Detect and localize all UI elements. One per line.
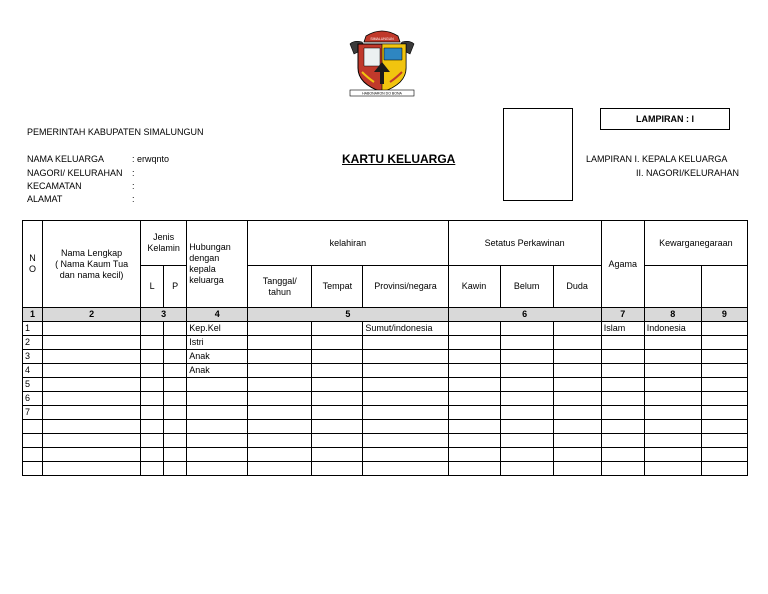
cell-agama: Islam: [601, 322, 644, 336]
cell-tempat: [312, 392, 363, 406]
column-number: 1: [23, 308, 43, 322]
cell-tempat: [312, 364, 363, 378]
cell-no: 3: [23, 350, 43, 364]
field-value-alamat: :: [132, 194, 135, 204]
family-members-table: [22, 220, 748, 476]
cell-no: [23, 448, 43, 462]
cell-tempat: [312, 322, 363, 336]
cell-tanggal: [248, 434, 312, 448]
cell-nama: [43, 336, 141, 350]
cell-hubungan: [187, 378, 248, 392]
header-tanggal: Tanggal/ tahun: [248, 266, 312, 308]
cell-duda: [553, 420, 601, 434]
cell-hubungan: Kep.Kel: [187, 322, 248, 336]
header-agama: Agama: [601, 221, 644, 308]
cell-p: [164, 364, 187, 378]
cell-tempat: [312, 462, 363, 476]
cell-warga1: [644, 364, 701, 378]
table-row: [23, 350, 748, 364]
cell-no: 7: [23, 406, 43, 420]
cell-p: [164, 420, 187, 434]
cell-tempat: [312, 350, 363, 364]
cell-warga2: [701, 322, 747, 336]
cell-agama: [601, 406, 644, 420]
cell-agama: [601, 448, 644, 462]
cell-warga2: [701, 462, 747, 476]
table-row: [23, 378, 748, 392]
cell-warga2: [701, 336, 747, 350]
cell-tanggal: [248, 462, 312, 476]
header-hubungan: Hubungan dengan kepala keluarga: [187, 221, 248, 308]
cell-l: [141, 462, 164, 476]
cell-tempat: [312, 406, 363, 420]
cell-duda: [553, 378, 601, 392]
cell-p: [164, 336, 187, 350]
cell-duda: [553, 322, 601, 336]
cell-kawin: [448, 378, 500, 392]
cell-warga2: [701, 406, 747, 420]
cell-hubungan: Istri: [187, 336, 248, 350]
cell-no: 6: [23, 392, 43, 406]
cell-kawin: [448, 420, 500, 434]
cell-provinsi: Sumut/indonesia: [363, 322, 448, 336]
cell-tempat: [312, 420, 363, 434]
cell-no: 4: [23, 364, 43, 378]
cell-kawin: [448, 336, 500, 350]
cell-l: [141, 350, 164, 364]
cell-hubungan: Anak: [187, 364, 248, 378]
cell-l: [141, 322, 164, 336]
table-row: [23, 434, 748, 448]
cell-nama: [43, 364, 141, 378]
cell-no: 5: [23, 378, 43, 392]
column-number: 7: [601, 308, 644, 322]
cell-no: [23, 420, 43, 434]
header-kewarganegaraan-sub-1: [644, 266, 701, 308]
cell-kawin: [448, 350, 500, 364]
header-jenis-kelamin: Jenis Kelamin: [141, 221, 187, 266]
cell-duda: [553, 392, 601, 406]
lampiran-line-1: LAMPIRAN I. KEPALA KELUARGA: [586, 154, 728, 164]
regency-emblem-logo: [344, 28, 420, 98]
cell-nama: [43, 462, 141, 476]
cell-hubungan: [187, 420, 248, 434]
cell-p: [164, 392, 187, 406]
cell-belum: [500, 350, 553, 364]
cell-tempat: [312, 448, 363, 462]
cell-l: [141, 378, 164, 392]
photo-box: [503, 108, 573, 201]
cell-tanggal: [248, 322, 312, 336]
cell-belum: [500, 378, 553, 392]
cell-provinsi: [363, 406, 448, 420]
cell-p: [164, 350, 187, 364]
cell-warga1: [644, 434, 701, 448]
svg-text:HABONARON DO BONA: HABONARON DO BONA: [362, 91, 402, 96]
cell-tanggal: [248, 448, 312, 462]
header-duda: Duda: [553, 266, 601, 308]
cell-duda: [553, 336, 601, 350]
header-no: N O: [23, 221, 43, 308]
cell-agama: [601, 378, 644, 392]
cell-warga2: [701, 378, 747, 392]
table-row: [23, 364, 748, 378]
header-kewarganegaraan-sub-2: [701, 266, 747, 308]
cell-p: [164, 462, 187, 476]
cell-provinsi: [363, 462, 448, 476]
table-row: [23, 420, 748, 434]
field-value-nagori: :: [132, 168, 135, 178]
cell-kawin: [448, 406, 500, 420]
document-title: KARTU KELUARGA: [342, 152, 456, 166]
cell-tanggal: [248, 420, 312, 434]
cell-no: 1: [23, 322, 43, 336]
cell-tanggal: [248, 350, 312, 364]
cell-l: [141, 336, 164, 350]
cell-provinsi: [363, 392, 448, 406]
cell-warga2: [701, 392, 747, 406]
cell-tempat: [312, 434, 363, 448]
header-provinsi: Provinsi/negara: [363, 266, 448, 308]
cell-nama: [43, 420, 141, 434]
cell-kawin: [448, 392, 500, 406]
cell-belum: [500, 364, 553, 378]
field-value-nama-keluarga: : erwqnto: [132, 154, 170, 164]
cell-warga2: [701, 448, 747, 462]
field-value-kecamatan: :: [132, 181, 135, 191]
cell-warga1: [644, 378, 701, 392]
cell-tempat: [312, 378, 363, 392]
cell-warga1: [644, 392, 701, 406]
cell-no: [23, 462, 43, 476]
cell-hubungan: [187, 462, 248, 476]
cell-belum: [500, 462, 553, 476]
cell-warga1: [644, 420, 701, 434]
cell-agama: [601, 420, 644, 434]
header-l: L: [141, 266, 164, 308]
cell-warga2: [701, 434, 747, 448]
cell-provinsi: [363, 448, 448, 462]
column-number: 2: [43, 308, 141, 322]
cell-kawin: [448, 322, 500, 336]
cell-p: [164, 378, 187, 392]
cell-provinsi: [363, 434, 448, 448]
cell-nama: [43, 434, 141, 448]
cell-provinsi: [363, 378, 448, 392]
column-number: 3: [141, 308, 187, 322]
cell-hubungan: [187, 448, 248, 462]
cell-hubungan: [187, 392, 248, 406]
cell-nama: [43, 322, 141, 336]
cell-p: [164, 406, 187, 420]
header-kewarganegaraan: Kewarganegaraan: [644, 221, 747, 266]
cell-belum: [500, 392, 553, 406]
cell-warga1: [644, 448, 701, 462]
lampiran-box: LAMPIRAN : I: [600, 108, 730, 130]
cell-tanggal: [248, 406, 312, 420]
field-label-alamat: ALAMAT: [27, 194, 63, 204]
header-tempat: Tempat: [312, 266, 363, 308]
cell-duda: [553, 350, 601, 364]
cell-duda: [553, 434, 601, 448]
cell-tanggal: [248, 378, 312, 392]
cell-agama: [601, 462, 644, 476]
cell-l: [141, 434, 164, 448]
table-row: [23, 322, 748, 336]
column-number: 9: [701, 308, 747, 322]
cell-l: [141, 420, 164, 434]
header-kawin: Kawin: [448, 266, 500, 308]
cell-belum: [500, 420, 553, 434]
cell-nama: [43, 350, 141, 364]
cell-l: [141, 364, 164, 378]
cell-provinsi: [363, 350, 448, 364]
table-row: [23, 462, 748, 476]
cell-duda: [553, 462, 601, 476]
header-p: P: [164, 266, 187, 308]
cell-duda: [553, 448, 601, 462]
cell-nama: [43, 378, 141, 392]
column-number: 5: [248, 308, 448, 322]
header-belum: Belum: [500, 266, 553, 308]
cell-l: [141, 392, 164, 406]
cell-warga2: [701, 364, 747, 378]
cell-warga1: [644, 350, 701, 364]
cell-belum: [500, 406, 553, 420]
cell-p: [164, 434, 187, 448]
cell-hubungan: Anak: [187, 350, 248, 364]
cell-l: [141, 448, 164, 462]
cell-p: [164, 448, 187, 462]
cell-hubungan: [187, 434, 248, 448]
cell-tempat: [312, 336, 363, 350]
column-number-row: [23, 308, 748, 322]
cell-tanggal: [248, 364, 312, 378]
cell-provinsi: [363, 420, 448, 434]
cell-kawin: [448, 364, 500, 378]
cell-hubungan: [187, 406, 248, 420]
cell-duda: [553, 364, 601, 378]
cell-warga2: [701, 350, 747, 364]
cell-p: [164, 322, 187, 336]
cell-belum: [500, 434, 553, 448]
cell-provinsi: [363, 336, 448, 350]
cell-kawin: [448, 434, 500, 448]
cell-nama: [43, 406, 141, 420]
column-number: 6: [448, 308, 601, 322]
cell-nama: [43, 392, 141, 406]
header-nama-lengkap: Nama Lengkap ( Nama Kaum Tua dan nama kecil): [43, 221, 141, 308]
cell-duda: [553, 406, 601, 420]
table-row: [23, 336, 748, 350]
cell-nama: [43, 448, 141, 462]
table-row: [23, 448, 748, 462]
cell-kawin: [448, 448, 500, 462]
column-number: 8: [644, 308, 701, 322]
cell-tanggal: [248, 392, 312, 406]
cell-l: [141, 406, 164, 420]
cell-belum: [500, 336, 553, 350]
cell-warga1: [644, 336, 701, 350]
field-label-kecamatan: KECAMATAN: [27, 181, 82, 191]
cell-warga1: [644, 462, 701, 476]
cell-no: 2: [23, 336, 43, 350]
cell-belum: [500, 448, 553, 462]
cell-agama: [601, 434, 644, 448]
table-row: [23, 406, 748, 420]
column-number: 4: [187, 308, 248, 322]
cell-provinsi: [363, 364, 448, 378]
field-label-nama-keluarga: NAMA KELUARGA: [27, 154, 105, 164]
cell-warga2: [701, 420, 747, 434]
government-label: PEMERINTAH KABUPATEN SIMALUNGUN: [27, 127, 204, 137]
field-label-nagori: NAGORI/ KELURAHAN: [27, 168, 123, 178]
cell-belum: [500, 322, 553, 336]
cell-tanggal: [248, 336, 312, 350]
cell-kawin: [448, 462, 500, 476]
header-kelahiran: kelahiran: [248, 221, 448, 266]
cell-agama: [601, 392, 644, 406]
cell-agama: [601, 336, 644, 350]
svg-text:SIMALUNGUN: SIMALUNGUN: [370, 37, 394, 41]
cell-agama: [601, 364, 644, 378]
cell-no: [23, 434, 43, 448]
header-status-perkawinan: Setatus Perkawinan: [448, 221, 601, 266]
cell-warga1: [644, 406, 701, 420]
cell-agama: [601, 350, 644, 364]
table-row: [23, 392, 748, 406]
lampiran-line-2: II. NAGORI/KELURAHAN: [636, 168, 740, 178]
cell-warga1: Indonesia: [644, 322, 701, 336]
